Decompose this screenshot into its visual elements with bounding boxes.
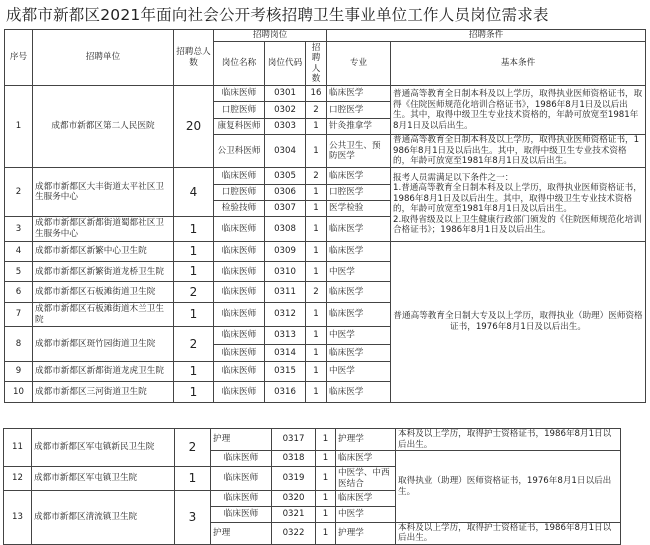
cell-pos-name: 临床医师 — [214, 262, 265, 282]
cell-pos-count: 1 — [306, 184, 327, 200]
condition-3-option-1: 1.普通高等教育全日制本科及以上学历，取得执业医师资格证书，1986年8月1日及以后出生。其中，取得中级卫生专业技术资格的，年龄可放宽至1981年8月1日及以后出生。 — [393, 183, 642, 215]
cell-major: 临床医学 — [327, 344, 391, 361]
header-pos-code: 岗位代码 — [265, 42, 306, 86]
cell-unit: 成都市新都区大丰街道太平社区卫生服务中心 — [33, 168, 174, 217]
cell-pos-name: 临床医师 — [214, 217, 265, 241]
table-row — [4, 429, 621, 451]
cell-seq: 11 — [4, 429, 32, 467]
cell-pos-count: 1 — [316, 491, 336, 507]
cell-pos-code: 0313 — [265, 327, 306, 344]
cell-unit: 成都市新都区石板滩街道木兰卫生院 — [33, 302, 174, 326]
cell-total: 2 — [174, 327, 214, 362]
cell-pos-code: 0303 — [265, 118, 306, 134]
cell-pos-count: 2 — [306, 168, 327, 184]
cell-total: 1 — [174, 241, 214, 261]
cell-seq: 5 — [5, 262, 33, 282]
cell-total: 1 — [174, 362, 214, 382]
condition-1-text-cont: 1986年8月1日及以后出生。其中，取得中级卫生专业技术资格的，年龄可放宽至1981年8月1日及以后出生。 — [393, 99, 639, 131]
cell-major: 临床医学 — [327, 302, 391, 326]
cell-seq: 10 — [5, 382, 33, 403]
header-basic: 基本条件 — [391, 42, 646, 86]
page-title: 成都市新都区2021年面向社会公开考核招聘卫生事业单位工作人员岗位需求表 — [6, 6, 549, 24]
condition-3-intro: 报考人员需满足以下条件之一： — [393, 172, 514, 183]
cell-pos-code: 0315 — [265, 362, 306, 382]
condition-1-text: 普通高等教育全日制本科及以上学历，取得执业医师资格证书，取得《住院医师规范化培训合格证书》， — [393, 89, 643, 110]
cell-major: 护理学 — [336, 523, 396, 545]
cell-major: 临床医学 — [336, 451, 396, 467]
cell-unit: 成都市新都区三河街道卫生院 — [33, 382, 174, 403]
cell-major: 临床医学 — [327, 168, 391, 184]
cell-major: 临床医学 — [327, 217, 391, 241]
cell-major: 针灸推拿学 — [327, 118, 391, 134]
cell-major: 中医学 — [336, 507, 396, 523]
recruitment-table-part2 — [3, 428, 621, 545]
cell-major: 临床医学 — [327, 282, 391, 302]
cell-pos-name: 临床医师 — [214, 302, 265, 326]
cell-seq: 4 — [5, 241, 33, 261]
cell-major: 中医学 — [327, 262, 391, 282]
cell-pos-name: 公卫科医师 — [214, 135, 265, 168]
cell-unit: 成都市新都区军屯镇卫生院 — [32, 467, 175, 491]
cell-total: 1 — [174, 262, 214, 282]
cell-seq: 12 — [4, 467, 32, 491]
cell-total: 20 — [174, 86, 214, 168]
cell-major: 口腔医学 — [327, 184, 391, 200]
cell-seq: 13 — [4, 491, 32, 545]
cell-major: 公共卫生、预防医学 — [327, 135, 391, 168]
cell-basic-condition-4: 普通高等教育全日制大专及以上学历，取得执业（助理）医师资格证书，1976年8月1日及以后出生。 — [391, 241, 646, 402]
cell-pos-count: 1 — [306, 344, 327, 361]
cell-major: 医学检验 — [327, 200, 391, 216]
cell-pos-name: 临床医师 — [211, 491, 272, 507]
cell-major: 中医学、中西医结合 — [336, 467, 396, 491]
cell-pos-name: 临床医师 — [214, 282, 265, 302]
cell-pos-name: 临床医师 — [214, 168, 265, 184]
cell-unit: 成都市新都区新繁中心卫生院 — [33, 241, 174, 261]
cell-pos-code: 0311 — [265, 282, 306, 302]
cell-major: 中医学 — [327, 362, 391, 382]
cell-pos-code: 0305 — [265, 168, 306, 184]
cell-pos-code: 0306 — [265, 184, 306, 200]
cell-pos-code: 0312 — [265, 302, 306, 326]
cell-unit: 成都市新都区新都街道蜀都社区卫生服务中心 — [33, 217, 174, 241]
cell-pos-name: 临床医师 — [214, 86, 265, 102]
cell-pos-name: 临床医师 — [214, 344, 265, 361]
cell-pos-count: 1 — [306, 135, 327, 168]
cell-total: 4 — [174, 168, 214, 217]
cell-pos-name: 口腔医师 — [214, 102, 265, 118]
header-total: 招聘总人数 — [174, 30, 214, 86]
cell-pos-code: 0319 — [272, 467, 316, 491]
cell-total: 1 — [174, 382, 214, 403]
cell-seq: 3 — [5, 217, 33, 241]
cell-pos-code: 0302 — [265, 102, 306, 118]
cell-pos-name: 临床医师 — [211, 507, 272, 523]
cell-pos-count: 2 — [306, 282, 327, 302]
cell-basic-condition-1 — [391, 86, 646, 135]
cell-basic-nurse: 本科及以上学历，取得护士资格证书，1986年8月1日以后出生。 — [396, 523, 621, 545]
cell-pos-name: 临床医师 — [211, 467, 272, 491]
cell-basic-condition-3 — [391, 168, 646, 241]
header-unit: 招聘单位 — [33, 30, 174, 86]
recruitment-table-part1 — [4, 29, 646, 403]
cell-unit: 成都市新都区清流镇卫生院 — [32, 491, 175, 545]
cell-pos-name: 临床医师 — [211, 451, 272, 467]
header-seq: 序号 — [5, 30, 33, 86]
cell-pos-count: 1 — [316, 451, 336, 467]
cell-pos-count: 1 — [316, 523, 336, 545]
table-row — [5, 241, 646, 261]
cell-unit: 成都市新都区第二人民医院 — [33, 86, 174, 168]
cell-pos-code: 0310 — [265, 262, 306, 282]
cell-pos-code: 0304 — [265, 135, 306, 168]
cell-unit: 成都市新都区新都街道龙虎卫生院 — [33, 362, 174, 382]
condition-3-option-2: 2.取得省级及以上卫生健康行政部门颁发的《住院医师规范化培训合格证书》；1986年8月1日及以后出生。 — [393, 214, 642, 236]
cell-pos-count: 1 — [306, 262, 327, 282]
cell-total: 1 — [174, 217, 214, 241]
table-row — [5, 86, 646, 102]
cell-seq: 7 — [5, 302, 33, 326]
cell-pos-name: 检验技师 — [214, 200, 265, 216]
cell-pos-count: 1 — [306, 217, 327, 241]
header-major: 专业 — [327, 42, 391, 86]
cell-major: 中医学 — [327, 327, 391, 344]
cell-pos-code: 0320 — [272, 491, 316, 507]
cell-major: 口腔医学 — [327, 102, 391, 118]
cell-total: 1 — [174, 302, 214, 326]
cell-pos-count: 1 — [306, 382, 327, 403]
cell-pos-count: 1 — [316, 467, 336, 491]
header-pos-count: 招聘人数 — [306, 42, 327, 86]
header-row-top — [5, 30, 646, 42]
cell-basic-assistant: 取得执业（助理）医师资格证书，1976年8月1日以后出生。 — [396, 451, 621, 523]
cell-pos-count: 16 — [306, 86, 327, 102]
cell-pos-code: 0301 — [265, 86, 306, 102]
cell-pos-count: 1 — [306, 118, 327, 134]
table-row — [5, 168, 646, 184]
cell-total: 3 — [175, 491, 211, 545]
cell-total: 2 — [174, 282, 214, 302]
cell-pos-count: 1 — [316, 429, 336, 451]
cell-pos-count: 2 — [306, 102, 327, 118]
cell-seq: 2 — [5, 168, 33, 217]
cell-major: 临床医学 — [327, 86, 391, 102]
header-positions: 招聘岗位 — [214, 30, 327, 42]
cell-pos-code: 0317 — [272, 429, 316, 451]
cell-pos-name: 护理 — [211, 523, 272, 545]
header-conditions: 招聘条件 — [327, 30, 646, 42]
cell-pos-code: 0321 — [272, 507, 316, 523]
cell-seq: 9 — [5, 362, 33, 382]
cell-pos-name: 临床医师 — [214, 327, 265, 344]
cell-basic-nurse: 本科及以上学历，取得护士资格证书，1986年8月1日以后出生。 — [396, 429, 621, 451]
cell-seq: 1 — [5, 86, 33, 168]
cell-pos-name: 康复科医师 — [214, 118, 265, 134]
cell-pos-count: 1 — [306, 362, 327, 382]
cell-pos-name: 护理 — [211, 429, 272, 451]
cell-pos-code: 0314 — [265, 344, 306, 361]
cell-pos-code: 0307 — [265, 200, 306, 216]
header-pos-name: 岗位名称 — [214, 42, 265, 86]
cell-unit: 成都市新都区石板滩街道卫生院 — [33, 282, 174, 302]
cell-pos-name: 临床医师 — [214, 382, 265, 403]
cell-total: 2 — [175, 429, 211, 467]
cell-seq: 8 — [5, 327, 33, 362]
cell-unit: 成都市新都区新繁街道龙桥卫生院 — [33, 262, 174, 282]
cell-pos-count: 1 — [306, 241, 327, 261]
cell-major: 临床医学 — [327, 382, 391, 403]
cell-pos-count: 1 — [306, 200, 327, 216]
cell-pos-name: 口腔医师 — [214, 184, 265, 200]
cell-unit: 成都市新都区斑竹园街道卫生院 — [33, 327, 174, 362]
cell-total: 1 — [175, 467, 211, 491]
cell-pos-code: 0308 — [265, 217, 306, 241]
cell-major: 临床医学 — [336, 491, 396, 507]
cell-pos-code: 0318 — [272, 451, 316, 467]
cell-pos-name: 临床医师 — [214, 241, 265, 261]
cell-unit: 成都市新都区军屯镇新民卫生院 — [32, 429, 175, 467]
cell-pos-count: 1 — [306, 327, 327, 344]
cell-major: 护理学 — [336, 429, 396, 451]
cell-pos-code: 0316 — [265, 382, 306, 403]
cell-major: 临床医学 — [327, 241, 391, 261]
cell-seq: 6 — [5, 282, 33, 302]
cell-pos-count: 1 — [306, 302, 327, 326]
cell-pos-count: 1 — [316, 507, 336, 523]
cell-pos-code: 0309 — [265, 241, 306, 261]
cell-basic-condition-2: 普通高等教育全日制本科及以上学历，取得执业医师资格证书，1986年8月1日及以后出生。其中，取得中级卫生专业技术资格的，年龄可放宽至1981年8月1日及以后出生。 — [391, 135, 646, 168]
cell-pos-code: 0322 — [272, 523, 316, 545]
cell-pos-name: 临床医师 — [214, 362, 265, 382]
